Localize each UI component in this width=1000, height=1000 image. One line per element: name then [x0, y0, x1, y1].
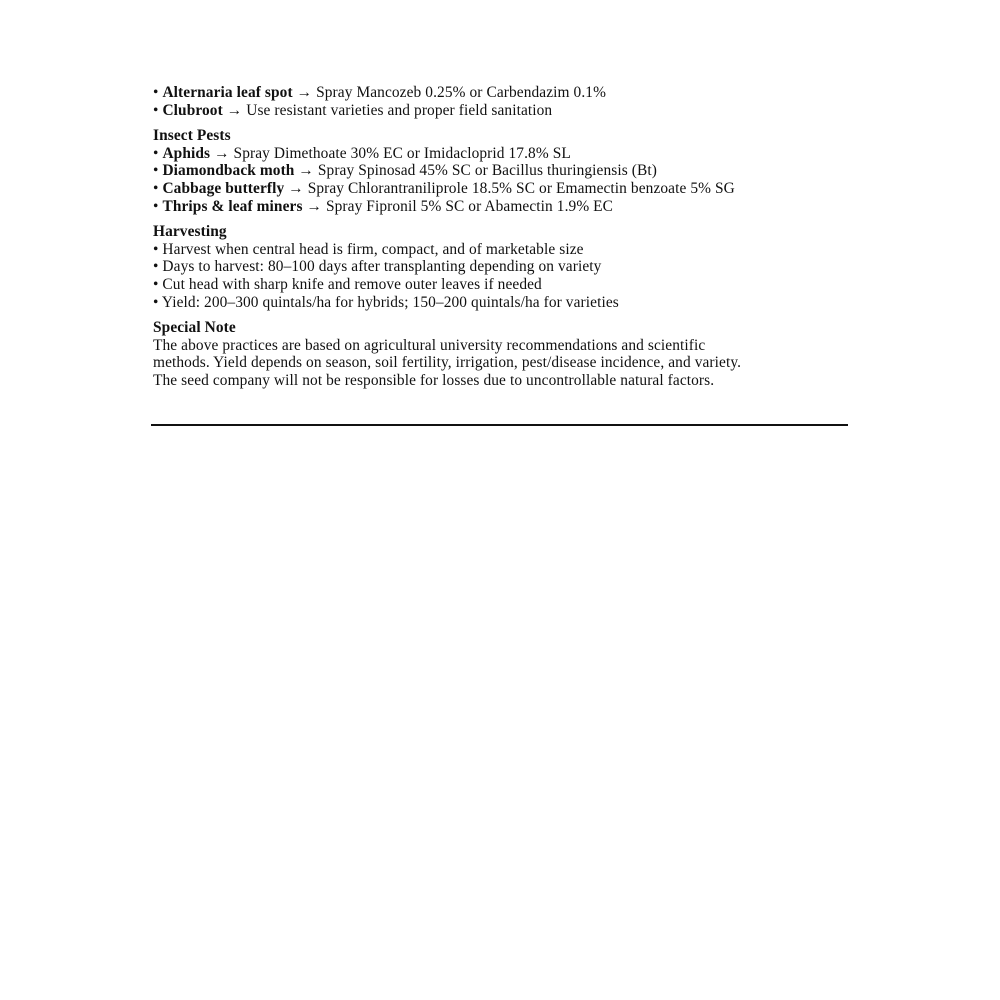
- item-term: Cabbage butterfly: [162, 179, 285, 197]
- item-text: Spray Dimethoate 30% EC or Imidacloprid 17.8% SL: [233, 144, 571, 162]
- list-item: • Cut head with sharp knife and remove outer leaves if needed: [153, 275, 542, 293]
- section-title-insect-pests: Insect Pests: [153, 127, 231, 145]
- insect-pests-list: [153, 145, 853, 215]
- section-title-special-note: Special Note: [153, 319, 236, 337]
- list-item-aphids: [153, 145, 853, 163]
- special-note-text: [153, 337, 853, 390]
- item-text: Spray Chlorantraniliprole 18.5% SC or Emamectin benzoate 5% SG: [307, 179, 735, 197]
- item-text: Spray Spinosad 45% SC or Bacillus thuringiensis (Bt): [317, 162, 657, 180]
- list-item-thrips-leaf-miners: [153, 198, 853, 216]
- list-item: • Days to harvest: 80–100 days after transplanting depending on variety: [153, 258, 602, 276]
- section-title-harvesting: Harvesting: [153, 223, 227, 241]
- list-item-cabbage-butterfly: [153, 180, 853, 198]
- arrow-icon: →: [288, 179, 304, 197]
- arrow-icon: →: [306, 197, 322, 215]
- item-text: Spray Fipronil 5% SC or Abamectin 1.9% EC: [325, 197, 614, 215]
- item-term: Aphids: [162, 144, 211, 162]
- item-term: Thrips & leaf miners: [162, 197, 303, 215]
- list-item-alternaria: [153, 84, 853, 102]
- bullet: •: [153, 179, 159, 197]
- arrow-icon: →: [298, 162, 314, 180]
- item-term: Diamondback moth: [162, 162, 295, 180]
- bullet: •: [153, 144, 159, 162]
- list-item: • Yield: 200–300 quintals/ha for hybrids; 150–200 quintals/ha for varieties: [153, 293, 619, 311]
- item-text: Use resistant varieties and proper field sanitation: [246, 101, 553, 119]
- note-line: The seed company will not be responsible for losses due to uncontrollable natural factors.: [153, 371, 715, 389]
- list-item-diamondback-moth: [153, 162, 853, 180]
- arrow-icon: →: [296, 84, 313, 101]
- list-item: • Harvest when central head is firm, compact, and of marketable size: [153, 240, 584, 258]
- horizontal-rule: [151, 424, 848, 426]
- bullet: •: [153, 84, 159, 101]
- bullet: •: [153, 162, 159, 180]
- note-line: The above practices are based on agricultural university recommendations and scientific: [153, 336, 706, 354]
- item-term: Alternaria leaf spot: [162, 84, 293, 101]
- item-text: Spray Mancozeb 0.25% or Carbendazim 0.1%: [316, 84, 607, 101]
- harvesting-list: [153, 241, 853, 311]
- bullet: •: [153, 101, 159, 119]
- bullet: •: [153, 197, 159, 215]
- item-term: Clubroot: [162, 101, 223, 119]
- list-item-clubroot: [153, 102, 853, 120]
- note-line: methods. Yield depends on season, soil fertility, irrigation, pest/disease incidence, and variety.: [153, 354, 742, 372]
- arrow-icon: →: [226, 101, 243, 119]
- disease-list: [153, 84, 853, 119]
- arrow-icon: →: [214, 144, 230, 162]
- document-page: [153, 84, 853, 390]
